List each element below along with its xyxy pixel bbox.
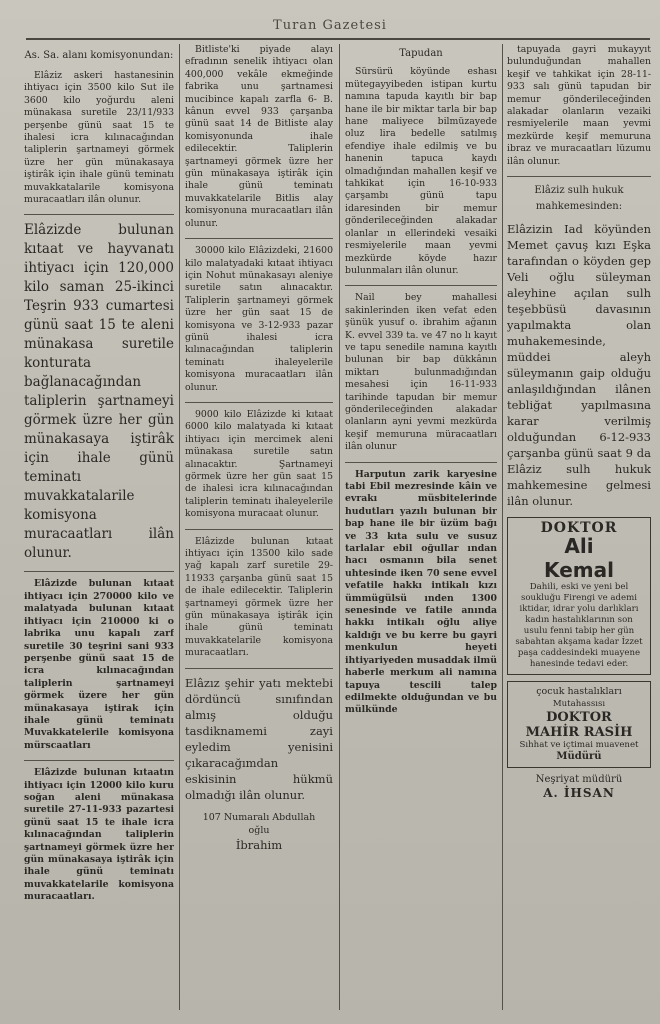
column-4 — [507, 44, 651, 1010]
divider — [345, 462, 497, 463]
divider — [185, 238, 333, 239]
doctor-name: MAHİR RASİH — [525, 724, 633, 740]
publisher-name: A. İHSAN — [543, 785, 615, 800]
signature-line-2: oğlu — [248, 824, 270, 836]
doctor-title: Müdürü — [556, 750, 602, 762]
divider — [345, 285, 497, 286]
divider — [507, 176, 651, 177]
column-separator — [339, 44, 340, 1010]
notice-tapu-continued: tapuyada gayri mukayyıt bulunduğundan mahallen keşif ve tahkikat için 28-11-933 salı günü tapudan bir memur gönderileceğinden alakadar olanların vezaiki resmiyelerile maan yevmi mezkürde keşif memuruna ibraz ve muracaatları lüzumu ilân olunur. — [507, 44, 651, 167]
publisher-label: Neşriyat müdürü — [535, 774, 623, 786]
doctor-ali-kemal-ad — [507, 517, 651, 675]
doctor-specialty-sub: Mutahassısı — [552, 698, 606, 709]
doctor-label: DOKTOR — [546, 709, 612, 725]
notice-lost-certificate: Elâzız şehir yatı mektebi dördüncü sınıfından almış olduğu tasdiknamemi zayi eyledim yenisini çıkaracağımdan eskisinin hükmü olmadığı ilân olunur. — [185, 675, 333, 802]
signature-line-1: 107 Numaralı Abdullah — [202, 811, 316, 823]
doctor-affiliation: Sıhhat ve içtimai muavenet — [519, 739, 639, 750]
divider — [24, 760, 174, 761]
notice-sursuru: Sürsürü köyünde eshası mütegayyibeden istipan kurtu namına tapuda kayıtlı bir bap hane ile bir miktar tarla bir bap hane maliyece bilmüzayede oluz lira bedelle satılmış efendiye ihale edilmiş ve bu hanenin tapuca kaydı olmadığından mahallen keşif ve tahkikat için 16-10-933 çarşambı günü tapu idaresinden bir memur gönderileceğinden alakadar olanlar ın ellerindeki vesaiki resmiyelerile maan yevmi mezkürde köyde hazır bulunmaları ilân olunur. — [345, 66, 497, 276]
header-rule — [26, 38, 650, 40]
divider — [24, 214, 174, 215]
ad-lentil: 9000 kilo Elâzizde ki kıtaat 6000 kilo malatyada ki kıtaat ihtiyacı için mercimek aleni münakasa suretile satın alınacaktır. Şartnameyi görmek üzre her gün saat 15 de ihalesi icra kılınacağından taliplerin teminatı ihaleyelerile komisyona muracaat olunur. — [185, 408, 333, 520]
divider — [185, 529, 333, 530]
column-1 — [24, 44, 174, 1010]
column-3 — [345, 44, 497, 1010]
column-separator — [502, 44, 503, 1010]
doctor-specialty: çocuk hastalıkları — [536, 686, 622, 698]
signature-line-3: İbrahim — [235, 837, 283, 852]
doctor-first-name: Ali — [564, 534, 594, 559]
column-2 — [185, 44, 333, 1010]
column-separator — [179, 44, 180, 1010]
divider — [24, 571, 174, 572]
column-3-title: Tapudan — [399, 48, 443, 59]
doctor-last-name: Kemal — [544, 558, 614, 583]
notice-harput: Harputun zarik karyesine tabi Ebil mezresinde kâin ve evrakı müsbitelerinde hudutları yazılı bulunan bir bap hane ile bir üzüm bağı ve 33 kıta sulu ve susuz tarlalar ebil oğullar ından hacı osmanın bila senet uhtesinde iken 70 sene evvel vefatile hakkı intikalı kızı ümmügülsü ınden 1300 senesinde ve fatile anında hakkı intikalı oğlu aliye kaldığı ve bu kerre bu gayri menkulun heyeti ihtiyariyeden musaddak ilmü haberle merkum ali namına tapuya tescili talep edilmekte olduğundan ve bu mülkünde — [345, 468, 497, 716]
notice-nail-bey: Nail bey mahallesi sakinlerinden iken vefat eden şünük yusuf o. ibrahim ağanın K. evvel 339 ta. ve 47 no lı kayıt ve tapu senedile namına kayıtlı bulunan bir bap dükkânın miktarı bulunmadığından mesahesi için 16-11-933 tarihinde tapudan bir memur gönderileceğinden alakadar olanların ayni yevmi mezkürda keşif memuruna müracaatları ilân olunur — [345, 292, 497, 453]
newspaper-header: Turan Gazetesi — [273, 18, 387, 33]
ad-butter: Elâzizde bulunan kıtaat ihtiyacı için 13500 kilo sade yağ kapalı zarf suretile 29-11933 çarşanba günü saat 15 de ihale edilecektir. Taliplerin şartnameyi görmek üzre her gün münakasaya iştirâk için ihale günü teminatı muvakkatelarile komisyona muracaatları. — [185, 535, 333, 659]
court-title: Elâziz sulh hukuk mahkemesinden: — [534, 185, 624, 213]
doctor-description: Dahili, eski ve yeni bel soukluğu Firengi ve ademi iktidar, idrar yolu darlıkları kadın hastalıklarının son usulu fenni tabip her gün sabahtan akşama kadar İzzet paşa caddesindeki muayene hanesinde tedavi eder. — [515, 582, 643, 670]
doctor-mahir-rasih-ad — [507, 681, 651, 768]
divider — [185, 402, 333, 403]
ad-flour: Elâzizde bulunan kıtaat ihtiyacı için 270000 kilo ve malatyada bulunan kıtaat ihtiyacı için 210000 ki o labrika unu kapalı zarf suretile 30 teşrini sani 933 perşenbe günü saat 15 de icra kılınacağından taliplerin şartnameyi görmek üzere her gün münakasaya iştirak için ihale günü teminatı Muvakkatelerile komisyona mürscaatları — [24, 578, 174, 751]
ad-chickpea: 30000 kilo Elâzizdeki, 21600 kilo malatyadaki kıtaat ihtiyacı için Nohut münakasayı aleniye suretile satın alınacaktır. Taliplerin şartnameyi görmek üzre her gün saat 15 de komisyona ve 3-12-933 pazar günü ihalesi icra kılınacağından taliplerin teminatı ihaleyelerile komisyona muracaatları ilân olunur. — [185, 245, 333, 393]
ad-milk-yogurt: Elâziz askeri hastanesinin ihtiyacı için 3500 kilo Sut ile 3600 kilo yoğurdu aleni münakasa suretile 23/11/933 perşenbe günü saat 15 te ihalesi icra kılınacağından taliplerin şartnameyi görmek üzre her gün münakasaya iştirâk için ihale günü teminatı muvakkatalarile komisyona muracaatları ilân olunur. — [24, 70, 174, 206]
column-1-title: As. Sa. alanı komisyonundan: — [24, 50, 174, 61]
doctor-label: DOKTOR — [540, 520, 618, 537]
ad-bread: Bitliste'ki piyade alayı efradının senelik ihtiyacı olan 400,000 vekâle ekmeğinde fabrika unu şartnamesi mucibince kapalı zarfla 6- B. kânun evvel 933 çarşanba günü saat 14 de Bitliste alay komisyonunda ihale edilecektir. Taliplerin şartnameyi görmek üzre her gün münakasaya iştirâk için ihale günü teminatı muvakkatelarile Bitlis alay komisyonuna muracaatları ilân olunur. — [185, 44, 333, 229]
notice-court: Elâzizin Iad köyünden Memet çavuş kızı Eşka tarafından o köyden gep Veli oğlu süleyman aleyhine açılan sulh teşebbüsü davasının yapılmakta olan muhakemesinde, müddei aleyh süleymanın gaip olduğu anlaşıldığından ilânen tebliğat yapılmasına karar verilmiş olduğundan 6-12-933 çarşanba günü saat 9 da Elâziz sulh hukuk mahkemesine gelmesi ilân olunur. — [507, 222, 651, 509]
divider — [185, 668, 333, 669]
ad-onion: Elâzizde bulunan kıtaatın ihtiyacı için 12000 kilo kuru soğan aleni münakasa suretile 27-11-933 pazartesi günü saat 15 te ihale icra kılınacağından taliplerin şartnameyi görmek üzre her gün münakasaya iştirâk için ihale günü teminatı muvakkatelarile komisyona muracaatları. — [24, 767, 174, 903]
ad-straw: Elâzizde bulunan kıtaat ve hayvanatı ihtiyacı için 120,000 kilo saman 25-ikinci Teşrin 933 cumartesi günü saat 15 te aleni münakasa suretile konturata bağlanacağından taliplerin şartnameyi görmek üzre her gün münakasaya iştirâk için ihale günü teminatı muvakkatalarile komisyona muracaatları ilân olunur. — [24, 222, 174, 562]
